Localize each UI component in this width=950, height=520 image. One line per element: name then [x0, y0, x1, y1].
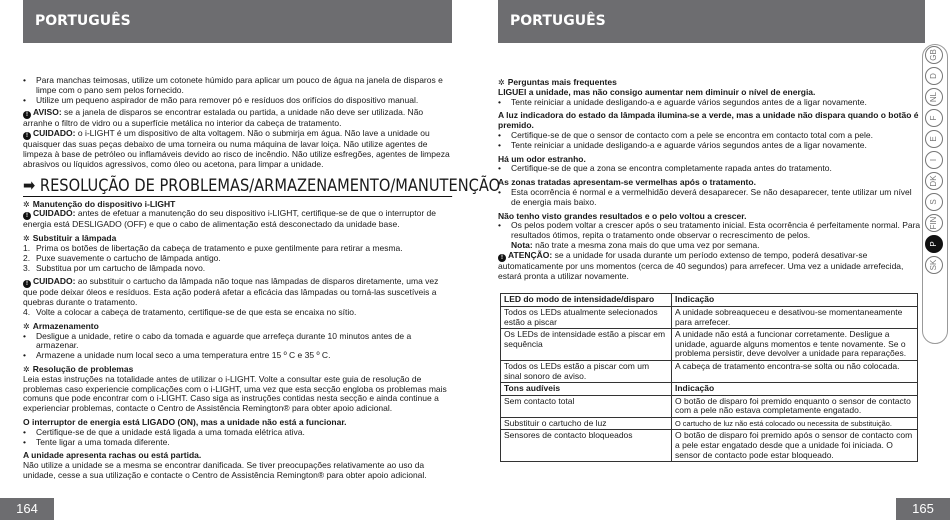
warning-icon: !: [498, 254, 506, 262]
question-title: A luz indicadora do estado da lâmpada ilumina-se a verde, mas a unidade não dispara quando o botão é premido.: [498, 110, 919, 131]
table-row: Todos os LEDs atualmente selecionados estão a piscar A unidade sobreaqueceu e desativou-se momentaneamente para arrefecer.: [501, 306, 918, 328]
arrow-icon: ➡: [23, 175, 40, 196]
language-tab-fin[interactable]: FIN: [925, 214, 943, 232]
language-tab-s[interactable]: S: [925, 193, 943, 211]
right-page: [475, 0, 950, 520]
subheading: ✲ Resolução de problemas: [23, 363, 134, 374]
aviso-paragraph: ! AVISO: se a janela de disparos se encontrar estalada ou partida, a unidade não deve ser utilizada. Não arranhe o filtro de vidro ou a superfície metálica no interior da cabeça de tratamento.: [23, 107, 424, 129]
list-item: • Certifique-se de que a unidade está ligada a uma tomada elétrica ativa.: [23, 428, 453, 438]
list-item: • Os pelos podem voltar a crescer após o seu tratamento inicial. Esta ocorrência é perfeitamente normal. Para resultados ótimos, repita o tratamento onde observar o recrescimento de pelos.: [498, 221, 923, 241]
gear-icon: ✲: [23, 364, 30, 374]
table-row: Sem contacto total O botão de disparo foi premido enquanto o sensor de contacto com a pele não estava completamente engatado.: [501, 395, 918, 417]
cuidado-paragraph: ! CUIDADO: o i-LIGHT é um dispositivo de alta voltagem. Não o submirja em água. Não lave a unidade ou quaisquer das suas peças debaixo de uma torneira ou numa máquina de lavar loiça. Não utilize agentes de limpeza à base de petróleo ou inflamáveis devido ao risco de incêndio. Não utilize esfregões, agentes de limpeza abrasivos ou líquidos agressivos, como óleo ou acetona, para limpar a unidade.: [23, 128, 450, 169]
table-row: Os LEDs de intensidade estão a piscar em sequência A unidade não está a funcionar corretamente. Desligue a unidade, aguarde alguns momentos e tente novamente. Se o problema persistir, deve devolver a unidade para reparações.: [501, 329, 918, 361]
list-item: • Tente reiniciar a unidade desligando-a e aguarde vários segundos antes de a ligar novamente.: [498, 98, 923, 108]
language-tabs: [925, 46, 945, 277]
language-tab-gb[interactable]: GB: [925, 46, 943, 64]
section-title: ➡ RESOLUÇÃO DE PROBLEMAS/ARMAZENAMENTO/MANUTENÇÃO: [23, 175, 501, 196]
subheading: ✲ Manutenção do dispositivo i-LIGHT: [23, 198, 176, 209]
page-number: 164: [0, 498, 54, 520]
question-title: As zonas tratadas apresentam-se vermelhas após o tratamento.: [498, 177, 756, 188]
subheading: ✲ Perguntas mais frequentes: [498, 77, 617, 87]
question-title: Não tenho visto grandes resultados e o pelo voltou a crescer.: [498, 210, 747, 221]
question-title: Há um odor estranho.: [498, 153, 586, 164]
list-item: 2. Puxe suavemente o cartucho de lâmpada antigo.: [23, 252, 221, 263]
list-item: • Esta ocorrência é normal e a vermelhidão deverá desaparecer. Se não desaparecer, tente utilizar um nível de energia mais baixo.: [498, 188, 923, 208]
warning-icon: !: [23, 111, 31, 119]
paragraph: Leia estas instruções na totalidade antes de utilizar o i-LIGHT. Volte a consultar este guia de resolução de problemas caso experiencie complicações com o i-LIGHT, uma vez que esta secção engloba os problemas mais comuns que pode encontrar com o i-LIGHT. Caso siga as instruções contidas nesta secção e ainda continue a experienciar problemas, contacte o Centro de Assistência Remington® para obter apoio adicional.: [23, 373, 447, 414]
language-tab-nl[interactable]: NL: [925, 88, 943, 106]
warning-icon: !: [23, 280, 31, 288]
paragraph: Não utilize a unidade se a mesma se encontrar danificada. Se tiver preocupações relativamente ao uso da unidade, cesse a sua utilização e contacte o Centro de Assistência Remington® para obter apoio adicional.: [23, 460, 427, 480]
indicator-table: [500, 293, 918, 462]
page-header: PORTUGUÊS: [23, 0, 452, 43]
list-item: • Armazene a unidade num local seco a uma temperatura entre 15 º C e 35 º C.: [23, 351, 453, 361]
language-tab-dk[interactable]: DK: [925, 172, 943, 190]
list-item: • Tente ligar a uma tomada diferente.: [23, 438, 453, 448]
gear-icon: ✲: [23, 199, 30, 209]
list-item: • Certifique-se de que o sensor de contacto com a pele se encontra em contacto total com a pele.: [498, 131, 923, 141]
subheading: ✲ Armazenamento: [23, 320, 99, 331]
gear-icon: ✲: [23, 234, 30, 244]
subheading: ✲ Substituir a lâmpada: [23, 233, 117, 244]
list-item: • Certifique-se de que a zona se encontra completamente rapada antes do tratamento.: [498, 164, 923, 174]
table-row: Sensores de contacto bloqueados O botão de disparo foi premido após o sensor de contacto com a pele estar engatado desde que a unidade foi iniciada. O sensor de contacto pode estar bloqueado.: [501, 430, 918, 462]
cuidado-paragraph: ! CUIDADO: ao substituir o cartucho da lâmpada não toque nas lâmpadas de disparos diretamente, uma vez que pode deixar óleos e resíduos. Esta ação poderá afetar a eficácia das lâmpadas ou torná-las suscetíveis a quebras durante o tratamento.: [23, 276, 439, 308]
table-row: Todos os LEDs estão a piscar com um sinal sonoro de aviso. A cabeça de tratamento encontra-se solta ou não colocada.: [501, 360, 918, 382]
table-row: Substituir o cartucho de luz O cartucho de luz não está colocado ou necessita de substituição.: [501, 417, 918, 430]
language-tab-i[interactable]: I: [925, 151, 943, 169]
right-content: [498, 78, 923, 462]
gear-icon: ✲: [23, 321, 30, 331]
list-item: 3. Substitua por um cartucho de lâmpada novo.: [23, 262, 206, 273]
list-item: • Para manchas teimosas, utilize um cotonete húmido para aplicar um pouco de água na janela de disparos e limpe com o pano sem pelos fornecido.: [23, 76, 453, 96]
cuidado-paragraph: ! CUIDADO: antes de efetuar a manutenção do seu dispositivo i-LIGHT, certifique-se de que o interruptor de energia está DESLIGADO (OFF) e que o cabo de alimentação está desconectado da unidade base.: [23, 208, 437, 230]
question-title: O interruptor de energia está LIGADO (ON), mas a unidade não está a funcionar.: [23, 416, 347, 427]
table-header-row: LED do modo de intensidade/disparo Indicação: [501, 294, 918, 307]
language-tab-e[interactable]: E: [925, 130, 943, 148]
page-number: 165: [896, 498, 950, 520]
language-tab-f[interactable]: F: [925, 109, 943, 127]
language-tab-p[interactable]: P: [925, 235, 943, 253]
gear-icon: ✲: [498, 78, 505, 87]
language-tab-d[interactable]: D: [925, 67, 943, 85]
left-content: [23, 75, 501, 481]
list-item: 4. Volte a colocar a cabeça de tratamento, certifique-se de que esta se encaixa no sítio.: [23, 306, 357, 317]
list-item: • Desligue a unidade, retire o cabo da tomada e aguarde que arrefeça durante 10 minutos antes de a armazenar.: [23, 332, 453, 352]
note: Nota: não trate a mesma zona mais do que uma vez por semana.: [511, 239, 760, 250]
warning-icon: !: [23, 212, 31, 220]
warning-icon: !: [23, 132, 31, 140]
atencao-paragraph: ! ATENÇÃO: se a unidade for usada durante um período extenso de tempo, poderá desativar-se automaticamente por uns momentos (cerca de 40 segundos) para arrefecer. Uma vez a unidade arrefecida, estará pronta a utilizar novamente.: [498, 249, 904, 281]
table-header-row: Tons audíveis Indicação: [501, 383, 918, 396]
list-item: • Utilize um pequeno aspirador de mão para remover pó e resíduos dos orifícios do dispositivo manual.: [23, 96, 453, 106]
list-item: 1. Prima os botões de libertação da cabeça de tratamento e puxe gentilmente para retirar a mesma.: [23, 242, 403, 253]
question-title: LIGUEI a unidade, mas não consigo aumentar nem diminuir o nível de energia.: [498, 86, 816, 97]
language-tab-sk[interactable]: SK: [925, 256, 943, 274]
page-header: PORTUGUÊS: [498, 0, 925, 43]
list-item: • Tente reiniciar a unidade desligando-a e aguarde vários segundos antes de a ligar novamente.: [498, 141, 923, 151]
question-title: A unidade apresenta rachas ou está partida.: [23, 450, 202, 461]
